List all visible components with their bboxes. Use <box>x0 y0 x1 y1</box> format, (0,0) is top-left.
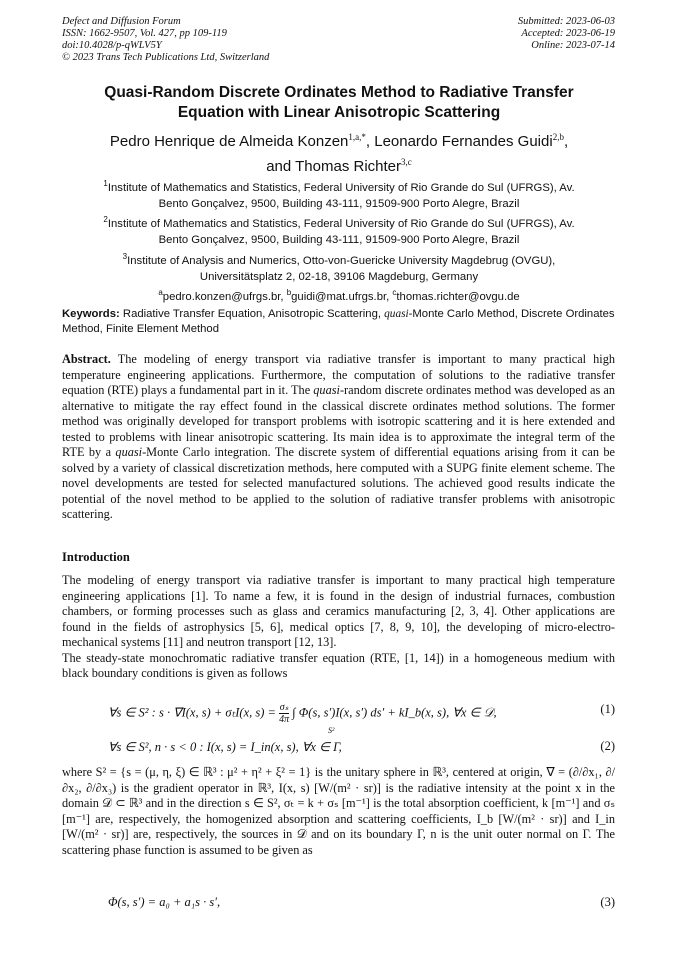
eq2-math: ∀s ∈ S², n · s < 0 : I(x, s) = I_in(x, s), ∀x ∈ Γ, <box>108 740 342 754</box>
email-c-sup: c <box>392 287 397 297</box>
title-line-2: Equation with Linear Anisotropic Scattering <box>177 104 501 121</box>
aff-3-line-2: Universitätsplatz 2, 02-18, 39106 Magdeburg, Germany <box>199 270 479 283</box>
eq1-lhs: ∀s ∈ S² : s · ∇I(x, s) + σₜI(x, s) = <box>108 705 280 720</box>
email-line <box>56 285 622 305</box>
equation-3 <box>62 895 615 917</box>
accepted-date: Accepted: 2023-06-19 <box>521 28 615 39</box>
author-2-sup: 2,b <box>552 132 564 142</box>
aff-1-sup: 1 <box>103 179 108 188</box>
affiliation-1 <box>56 176 622 212</box>
author-separator: , <box>563 133 569 150</box>
abstract <box>62 352 615 523</box>
keywords <box>62 307 615 337</box>
copyright: © 2023 Trans Tech Publications Ltd, Switzerland <box>62 52 270 63</box>
abstract-text-2: -random discrete ordinates method was developed as an alternative to mitigate the ray effect found in the classical discrete ordinates method solutions. The former method was originally developed for transport problems with isotropic scattering and it is here extended and tested to problems with linear anisotropic scattering. Its main idea is to approximate the integral term of the RTE by a <box>62 383 615 459</box>
equation-1 <box>62 702 615 735</box>
keywords-label: Keywords: <box>62 308 120 320</box>
intro-paragraph-2: The steady-state monochromatic radiative transfer equation (RTE, [1, 14]) in a homogeneous medium with black boundary conditions is given as follows <box>62 650 615 680</box>
email-a[interactable]: pedro.konzen@ufrgs.br, <box>162 290 287 303</box>
introduction-body <box>62 573 615 682</box>
affiliation-3 <box>56 249 622 305</box>
eq1-frac-num: σₛ <box>279 702 289 713</box>
journal-issn: ISSN: 1662-9507, Vol. 427, pp 109-119 <box>62 28 227 39</box>
aff-3-line-1: Institute of Analysis and Numerics, Otto-von-Guericke University Magdebrug (OVGU), <box>127 254 556 267</box>
abstract-quasi-2: quasi <box>115 445 143 459</box>
email-b-sup: b <box>286 287 292 297</box>
abstract-quasi-1: quasi <box>313 383 340 397</box>
author-3: and Thomas Richter <box>266 158 402 175</box>
abstract-text-3: -Monte Carlo integration. The discrete system of differential equations arising from it can be solved by a variety of classical discretization methods, here computed with a SUPG finite element scheme. The novel developments are tested for selected manufactured solutions. The achieved good results indicate the potential of the novel method to be applied to the solution of radiative transfer problems with anisotropic scattering. <box>62 445 615 521</box>
keywords-text-1: Radiative Transfer Equation, Anisotropic Scattering, <box>119 308 385 320</box>
eq1-number: (1) <box>600 702 615 716</box>
journal-name: Defect and Diffusion Forum <box>62 16 181 27</box>
keywords-text-2: -Monte Carlo Method, Discrete Ordinates Method, Finite Element Method <box>62 308 615 335</box>
eq1-frac-den: 4π <box>279 714 290 725</box>
online-date: Online: 2023-07-14 <box>531 40 615 51</box>
email-c[interactable]: thomas.richter@ovgu.de <box>396 290 520 303</box>
author-1-sup: 1,a,* <box>348 132 366 142</box>
eq2-number: (2) <box>600 739 615 753</box>
aff-2-sup: 2 <box>103 215 108 224</box>
affiliation-2 <box>56 212 622 248</box>
aff-1-line-1: Institute of Mathematics and Statistics, Federal University of Rio Grande do Sul (UFRGS), Av. <box>107 181 575 194</box>
equation-description: where S² = {s = (μ, η, ξ) ∈ ℝ³ : μ² + η² + ξ² = 1} is the unitary sphere in ℝ³, centered at origin, ∇ = (∂/∂x₁, ∂/∂x₂, ∂/∂x₃) is the gradient operator in ℝ³, I(x, s) [W/(m² · sr)] is the radiative intensity at the point x in the domain 𝒟 ⊂ ℝ³ and in the direction s ∈ S², σₜ = k + σₛ [m⁻¹] is the total absorption coefficient, k [m⁻¹] and σₛ [m⁻¹] are, respectively, the homogenized absorption and scattering coefficients, I_b [W/(m² · sr)] and I_in [W/(m² · sr)] are, respectively, the sources in 𝒟 and on its boundary Γ, n is the unit outer normal on Γ. The scattering phase function is assumed to be given as <box>62 765 615 857</box>
eq3-math: Φ(s, s′) = a₀ + a₁s · s′, <box>108 895 221 909</box>
doi[interactable]: doi:10.4028/p-qWLV5Y <box>62 40 162 51</box>
eq1-rhs: ∫ Φ(s, s′)I(x, s′) ds′ + kI_b(x, s), ∀x ∈ 𝒟, <box>289 705 497 720</box>
paper-title <box>40 83 638 123</box>
author-list <box>40 127 638 177</box>
abstract-label: Abstract. <box>62 352 111 366</box>
introduction-heading: Introduction <box>62 550 130 564</box>
aff-1-line-2: Bento Gonçalvez, 9500, Building 43-111, 91509-900 Porto Alegre, Brazil <box>158 197 520 210</box>
submitted-date: Submitted: 2023-06-03 <box>517 16 615 27</box>
equation-2 <box>62 739 615 761</box>
aff-2-line-1: Institute of Mathematics and Statistics, Federal University of Rio Grande do Sul (UFRGS), Av. <box>107 217 575 230</box>
journal-header <box>62 16 269 64</box>
eq1-fraction <box>279 702 289 725</box>
author-1: Pedro Henrique de Almeida Konzen <box>109 133 349 150</box>
dates-header <box>518 16 615 52</box>
email-a-sup: a <box>158 287 163 297</box>
author-2: , Leonardo Fernandes Guidi <box>365 133 553 150</box>
eq3-number: (3) <box>600 895 615 909</box>
intro-paragraph-1: The modeling of energy transport via radiative transfer is important to many practical high temperature engineering applications [1]. To name a few, it is found in the design of industrial furnaces, combustion chambers, or forming processes such as glass and ceramics manufacturing [2, 3, 4]. Other applications are found in the fields of astrophysics [5, 6], medical optics [7, 8, 9, 10], the developing of micro-electro-mechanical systems [11] and neutron transport [12, 13]. <box>62 573 615 649</box>
title-line-1: Quasi-Random Discrete Ordinates Method to Radiative Transfer <box>104 84 574 101</box>
email-b[interactable]: guidi@mat.ufrgs.br, <box>291 290 393 303</box>
aff-3-sup: 3 <box>122 252 128 261</box>
keywords-quasi: quasi <box>384 308 409 320</box>
aff-2-line-2: Bento Gonçalvez, 9500, Building 43-111, 91509-900 Porto Alegre, Brazil <box>158 233 520 246</box>
abstract-text-1: The modeling of energy transport via radiative transfer is important to many practical high temperature engineering applications. Furthermore, the computation of solutions to the radiative transfer equation (RTE) plays a fundamental part in it. The <box>62 352 615 397</box>
eq1-integral-domain: S² <box>328 726 335 735</box>
author-3-sup: 3,c <box>401 157 412 167</box>
